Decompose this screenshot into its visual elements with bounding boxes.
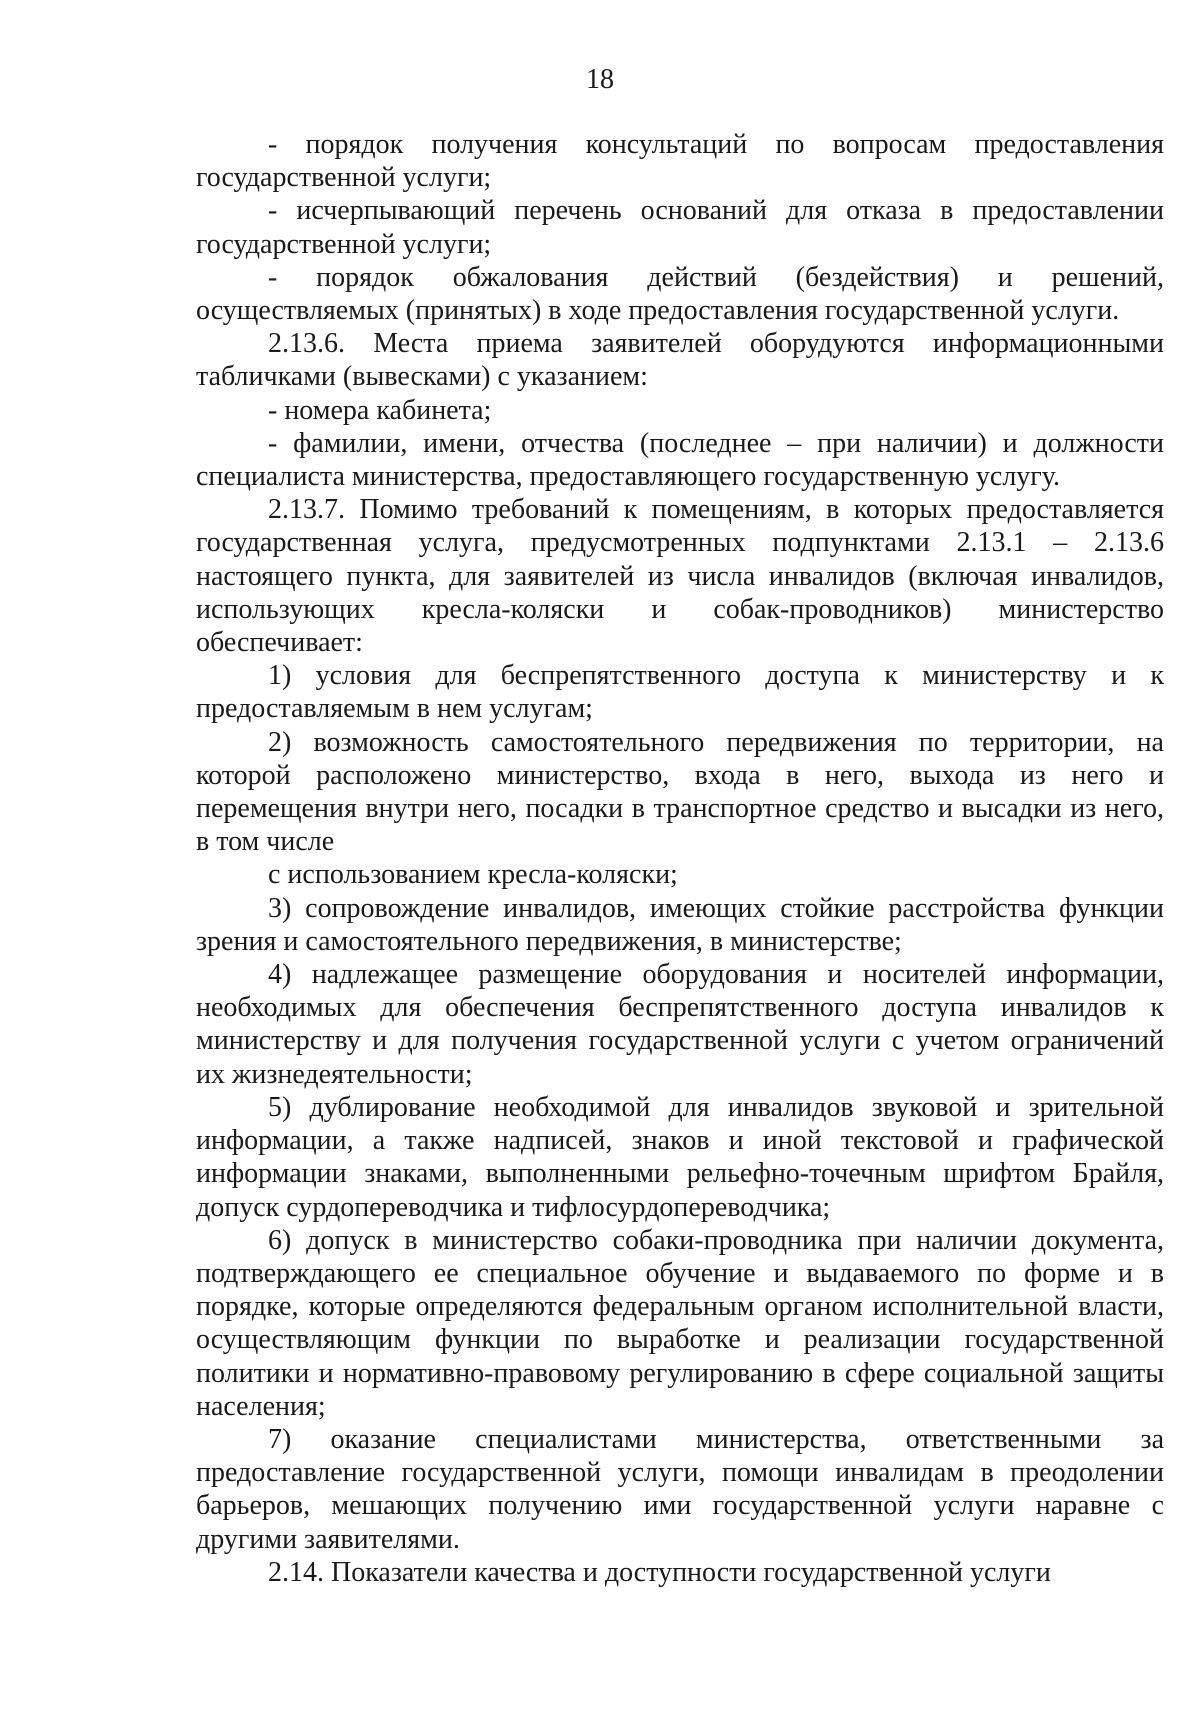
paragraph-item-2-continuation: с использованием кресла-коляски; bbox=[268, 859, 678, 891]
paragraph-appeal-order: - порядок обжалования действий (бездействия) и решений, осуществляемых (принятых) в ходе предоставления государственной услуги. bbox=[196, 261, 1164, 327]
paragraph-2-13-6: 2.13.6. Места приема заявителей оборудуются информационными табличками (вывесками) с указанием: bbox=[196, 328, 1164, 393]
paragraph-item-4: 4) надлежащее размещение оборудования и носителей информации, необходимых для обеспечения беспрепятственного доступа инвалидов к министерству и для получения государственной услуги с учетом ограничений их жизнедеятельности; bbox=[196, 959, 1164, 1090]
paragraph-refusal-grounds: - исчерпывающий перечень оснований для отказа в предоставлении государственной услуги; bbox=[196, 195, 1164, 260]
page-number: 18 bbox=[586, 64, 614, 95]
paragraph-item-1: 1) условия для беспрепятственного доступа к министерству и к предоставляемым в нем услугам; bbox=[196, 660, 1164, 725]
paragraph-item-6: 6) допуск в министерство собаки-проводника при наличии документа, подтверждающего ее специальное обучение и выдаваемого по форме и в порядке, которые определяются федеральным органом исполнительной власти, осуществляющим функции по выработке и реализации государственной политики и нормативно-правовому регулированию в сфере социальной защиты населения; bbox=[196, 1224, 1164, 1422]
section-heading-2-14: 2.14. Показатели качества и доступности государственной услуги bbox=[268, 1556, 1051, 1588]
paragraph-item-5: 5) дублирование необходимой для инвалидов звуковой и зрительной информации, а также надписей, знаков и иной текстовой и графической информации знаками, выполненными рельефно-точечным шрифтом Брайля, допуск сурдопереводчика и тифлосурдопереводчика; bbox=[196, 1091, 1164, 1223]
paragraph-item-3: 3) сопровождение инвалидов, имеющих стойкие расстройства функции зрения и самостоятельного передвижения, в министерстве; bbox=[196, 892, 1164, 957]
paragraph-specialist-name: - фамилии, имени, отчества (последнее – при наличии) и должности специалиста министерства, предоставляющего государственную услугу. bbox=[196, 427, 1164, 493]
paragraph-item-2: 2) возможность самостоятельного передвижения по территории, на которой расположено министерство, входа в него, выхода из него и перемещения внутри него, посадки в транспортное средство и высадки из него, в том числе bbox=[196, 726, 1164, 858]
paragraph-item-7: 7) оказание специалистами министерства, ответственными за предоставление государственной услуги, помощи инвалидам в преодолении барьеров, мешающих получению ими государственной услуги наравне с другими заявителями. bbox=[196, 1423, 1164, 1555]
document-body bbox=[196, 128, 1164, 1589]
paragraph-consultation-order: - порядок получения консультаций по вопросам предоставления государственной услуги; bbox=[196, 129, 1164, 194]
paragraph-room-number: - номера кабинета; bbox=[268, 394, 492, 426]
paragraph-2-13-7: 2.13.7. Помимо требований к помещениям, в которых предоставляется государственная услуга, предусмотренных подпунктами 2.13.1 – 2.13.6 настоящего пункта, для заявителей из числа инвалидов (включая инвалидов, использующих кресла-коляски и собак-проводников) министерство обеспечивает: bbox=[196, 494, 1164, 659]
